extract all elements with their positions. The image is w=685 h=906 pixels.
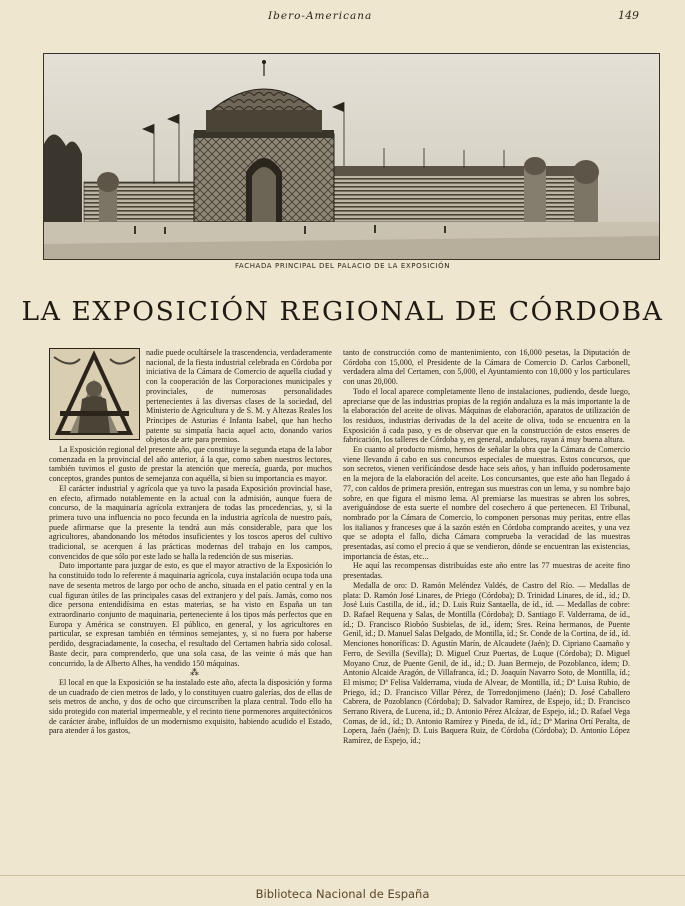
paragraph: tanto de construcción como de mantenimiento, con 16,000 pesetas, la Diputación de Córdoba con 15,000, el Presidente de la Cámara de Comercio D. Carlos Carbonell, verdadera alma del Certamen, con 5,000, el Ayuntamiento con 10,000 y los particulares con unas 20,000. xyxy=(343,348,630,387)
running-title: Ibero-Americana xyxy=(268,10,373,22)
figure-caption: FACHADA PRINCIPAL DEL PALACIO DE LA EXPOSICIÓN xyxy=(234,262,451,270)
page-number: 149 xyxy=(618,9,639,22)
paragraph: Dato importante para juzgar de esto, es que el mayor atractivo de la Exposición lo ha constituido todo lo referente á maquinaria agrícola, cuya instalación ocupa toda una nave de sesenta metros de largo por ocho de ancho, situada en el patio central y en la cual figuran útiles de las principales casas del extranjero y del país. Jamás, como nos dice persona entendidísima en estas materias, se ha visto en España un tan extraordinario conjunto de maquinaria, perteneciente á los tipos más perfectos que en Europa y América se construyen. El público, en general, y los agricultores en particular, se expresan también en términos semejantes, y, si no fuera por haberse perdido, desgraciadamente, la cosecha, el resultado del Certamen habría sido colosal. Baste decir, para comprenderlo, que una sola casa, de las veinte ó más que han concurrido, la de Alberto Alhes, ha vendido 150 máquinas. xyxy=(49,561,332,668)
running-head xyxy=(0,8,685,26)
paragraph: El carácter industrial y agrícola que ya tuvo la pasada Exposición provincial hase, en efecto, afirmado notablemente en la actual con la admisión, aunque fuera de concurso, de la maquinaria agrícola extranjera de todas las procedencias, y, si la primera tuvo una influencia no poco fecunda en la industria agrícola de nuestro país, puede afirmarse que la presente la tendrá aun más considerable, para que los agricultores, abandonando los métodos insuficientes y los toscos aperos del cultivo tradicional, se acerquen á las prácticas modernas del trabajo en los campos, convencidos de que sólo por este lado se halla la redención de sus miserias. xyxy=(49,483,332,561)
section-separator: ⁂ xyxy=(190,667,201,678)
paragraph: El local en que la Exposición se ha instalado este año, afecta la disposición y forma de un cuadrado de cien metros de lado, y lo constituyen cuatro galerías, dos de ellas de seis metros de ancho, y dos de ocho que circunscriben la plaza central. Todo ello ha sido protegido con material impermeable, y el recinto tiene pormenores arquitectónicos de carácter árabe, influídos de un modernismo exquisito, habiendo acudido el Estado, para atender á los gastos, xyxy=(49,677,332,736)
paragraph: Todo el local aparece completamente lleno de instalaciones, pudiendo, desde luego, apreciarse que de las industrias propias de la región andaluza es la más importante la de la elaboración del aceite de olivas. Máquinas de elaboración, aparatos de utilización de los residuos, industrias derivadas de la del aceite de oliva, todo se encuentra en la Exposición á cada paso, y es de observar que en la construcción de estos enseres de fabricación, los talleres de Córdoba y, en general, andaluces, rayan á muy buena altura. xyxy=(343,386,630,445)
paragraph: nadie puede ocultársele la trascendencia, verdaderamente nacional, de la fiesta industrial celebrada en Córdoba por iniciativa de la Cámara de Comercio de aquella ciudad y con la cooperación de las Corporaciones municipales y provinciales, de numerosas personalidades pertenecientes á las diversas clases de la sociedad, del Ministerio de Agricultura y de S. M. y Altezas Reales los Príncipes de Asturias é Infanta Isabel, que han hecho patente su simpatía hacia aquel acto, donando varios objetos de arte para premios. xyxy=(146,348,332,445)
paragraph: He aquí las recompensas distribuídas este año entre las 77 muestras de aceite fino presentadas. xyxy=(343,561,630,581)
page-edge xyxy=(0,875,685,876)
paragraph: La Exposición regional del presente año, que constituye la segunda etapa de la labor comenzada en la provincial del año anterior, á la que, como saben nuestros lectores, también tuvimos el gusto de prestar la atención que merecía, guarda, por muchos conceptos, grandes puntos de semejanza con aquélla, si bien su importancia es mayor. xyxy=(49,445,332,484)
left-column xyxy=(49,348,332,736)
library-watermark: Biblioteca Nacional de España xyxy=(255,887,430,901)
right-column xyxy=(343,348,630,746)
palace-facade-illustration xyxy=(44,54,659,259)
article-title: LA EXPOSICIÓN REGIONAL DE CÓRDOBA xyxy=(21,296,664,327)
allegorical-figure-icon xyxy=(50,349,139,439)
exhibition-palace-photo xyxy=(43,53,660,260)
paragraph: En cuanto al producto mismo, hemos de señalar la obra que la Cámara de Comercio viene llevando á cabo en sus concursos especiales de muestras. Estos concursos, que son secretos, vienen verificándose desde hace seis años, y han influído poderosamente en la mejora de la elaboración del aceite. Los concursantes, que este año han llegado á 77, con caldos de primera presión, entregan sus muestras con un lema, y su nombre bajo sobre, en que figura el mismo lema. Al premiarse las muestras se abren los sobres, averiguándose de esta suerte el nombre del cosechero á que pertenecen. El Tribunal, nombrado por la Cámara de Comercio, lo componen personas muy peritas, entre ellas los italianos y franceses que á la sazón estén en Córdoba comprando aceites, y una vez que se adopta el fallo, dicha Cámara comprueba la veracidad de las muestras presentadas, así como el precio á que se vendieron, dónde se encuentran las existencias, importancia de éstas, etc... xyxy=(343,445,630,561)
awards-list: Medalla de oro: D. Ramón Meléndez Valdés, de Castro del Río. — Medallas de plata: D. Ramón José Linares, de Priego (Córdoba); D. Trinidad Linares, de íd., íd.; D. José Luis Castilla, de íd., íd.; D. Luis Ruiz Santaella, de íd., íd. — Medallas de cobre: D. Rafael Requena y Salas, de Montilla (Córdoba); D. Santiago F. Valderrama, de íd., íd.; D. Francisco Riobóo Susbielas, de íd., ídem; Sres. Reina hermanos, de Puente Genil, íd.; D. Manuel Salas Delgado, de Montilla, íd.; Sr. Conde de la Cortina, de íd., íd. Menciones honoríficas: D. Agustín Marín, de Alcaudete (Jaén); D. Cipriano Caamaño y Ferro, de Sevilla (Sevilla); D. Miguel Cruz Puertas, de Luque (Córdoba); D. Miguel Moyano Cruz, de Puente Genil, de íd., íd.; D. Juan Bermejo, de Pozoblanco, ídem; D. Antonio Alcaide Aragón, de Villafranca, íd.; D. Joaquín Navarro Soto, de Montilla, íd.; El mismo; Dª Felisa Valderrama, viuda de Alvear, de Montilla, íd.; Dª Luisa Rubio, de Priego, íd.; D. Francisco Villar Pérez, de Torredonjimeno (Jaén); D. José Caballero Cabrera, de Pozoblanco (Córdoba); D. Salvador Ramírez, de Espejo, íd.; D. Francisco Serrano Rivera, de Lucena, íd.; D. Antonio Pérez Alcázar, de Espejo, íd.; D. Rafael Vega Comas, de íd., íd.; D. Antonio Ramírez y Pineda, de íd., íd.; Dª Marina Ortí Peralta, de Lopera, Jaén (Jaén); D. Luis Baquera Ruiz, de Córdoba (Córdoba); D. Antonio López Ramírez, de Espejo, íd.; xyxy=(343,580,630,746)
decorative-initial-a xyxy=(49,348,140,440)
